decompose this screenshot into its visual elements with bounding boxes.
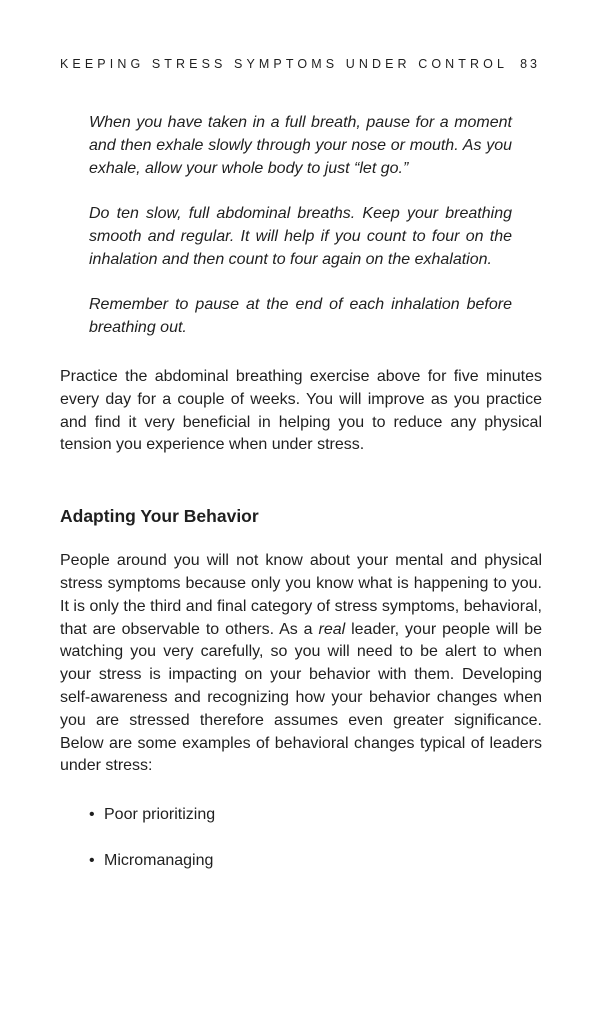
running-head — [60, 57, 540, 71]
list-item-text: Micromanaging — [104, 851, 214, 869]
section-heading: Adapting Your Behavior — [60, 506, 259, 527]
bullet-icon: • — [89, 851, 95, 869]
page-content — [60, 112, 542, 895]
instruction-paragraph-2: Do ten slow, full abdominal breaths. Keep your breathing smooth and regular. It will help if you count to four on the inhalation and then count to four again on the exhalation. — [89, 205, 512, 268]
emphasis-real: real — [318, 620, 346, 638]
behavior-paragraph — [60, 550, 542, 778]
list-item-text: Poor prioritizing — [104, 806, 216, 824]
list-item — [89, 850, 542, 873]
instruction-paragraph-1: When you have taken in a full breath, pause for a moment and then exhale slowly through your nose or mouth. As you exhale, allow your whole body to just “let go.” — [89, 114, 512, 177]
page-number: 83 — [520, 57, 540, 71]
behavior-list — [89, 804, 542, 872]
list-item — [89, 804, 542, 827]
behavior-text-1: People around you will not know about your mental and physical stress symptoms because only you know what is happening to you. It is only the third and final category of stress symptoms, behavioral, that are observable to others. As a — [60, 552, 542, 638]
instruction-paragraph-3: Remember to pause at the end of each inhalation before breathing out. — [89, 296, 512, 337]
breathing-instructions — [89, 112, 512, 340]
behavior-text-2: leader, your people will be watching you very carefully, so you will need to be alert to when your stress is impacting on your behavior with them. Developing self-awareness and recognizing how your behavior changes when you are stressed therefore assumes even greater significance. Below are some examples of behavioral changes typical of leaders under stress: — [60, 620, 543, 775]
practice-paragraph: Practice the abdominal breathing exercise above for five minutes every day for a couple of weeks. You will improve as you practice and find it very beneficial in helping you to reduce any physical tension you experience when under stress. — [60, 367, 542, 454]
running-head-title: KEEPING STRESS SYMPTOMS UNDER CONTROL — [60, 57, 509, 71]
bullet-icon: • — [89, 806, 95, 824]
